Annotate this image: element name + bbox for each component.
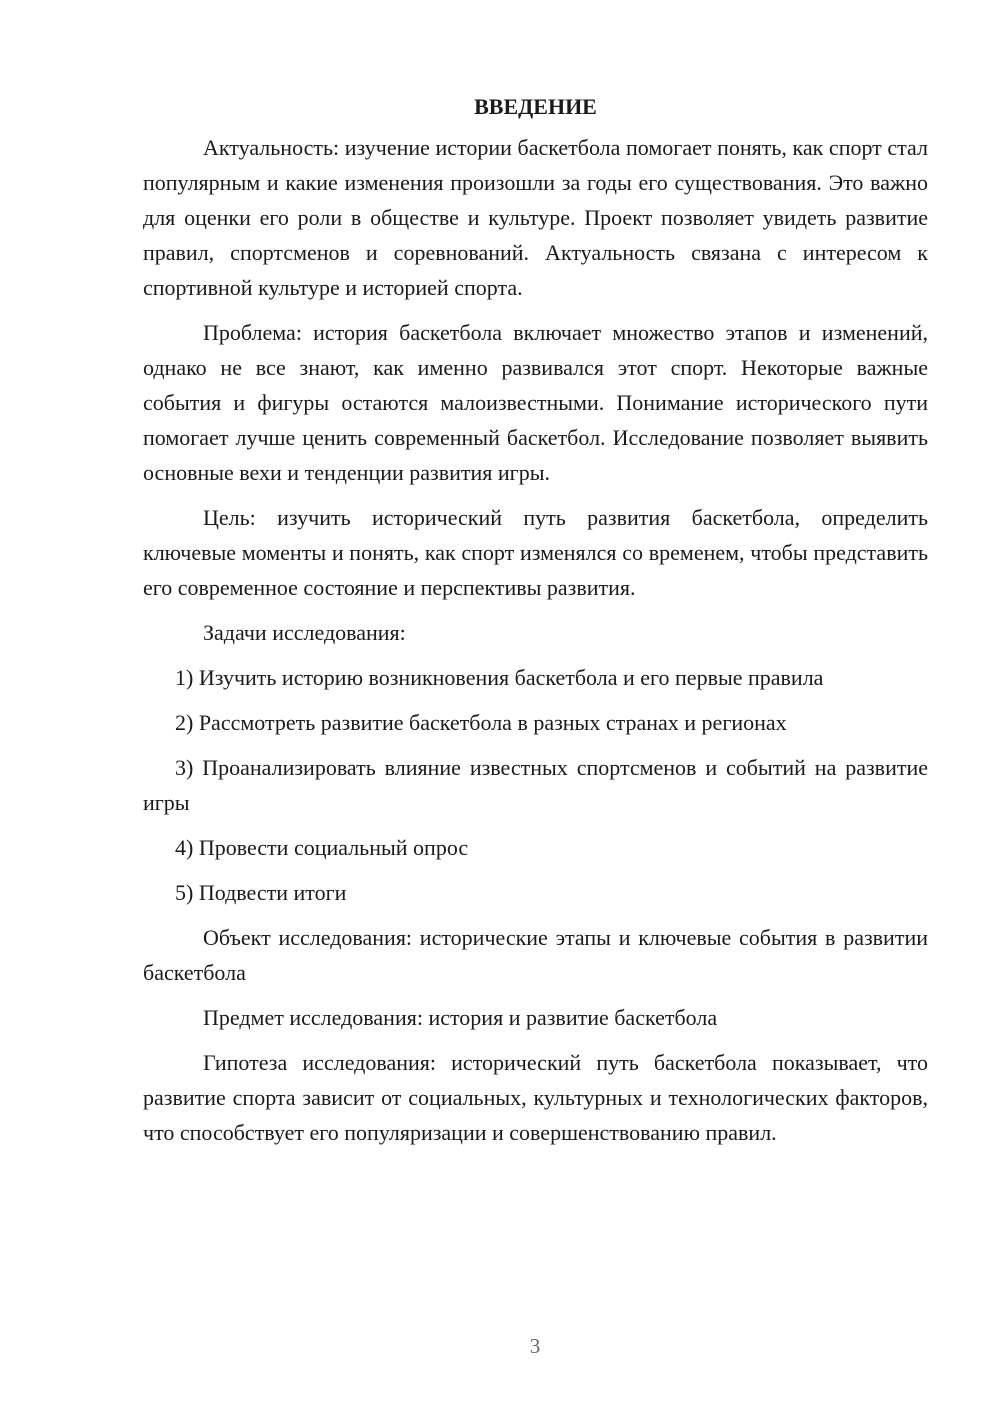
list-item: 5) Подвести итоги [175,880,347,905]
list-item: 1) Изучить историю возникновения баскетбола и его первые правила [175,665,824,690]
list-item: 4) Провести социальный опрос [175,835,469,860]
tasks-heading: Задачи исследования: [203,620,406,645]
paragraph-subject: Предмет исследования: история и развитие баскетбола [203,1005,718,1030]
page-number: 3 [529,1334,541,1358]
paragraph-hypothesis: Гипотеза исследования: исторический путь баскетбола показывает, что развитие спорта зависит от социальных, культурных и технологических факторов, что способствует его популяризации и совершенствованию правил. [143,1050,928,1145]
list-item: 3) Проанализировать влияние известных спортсменов и событий на развитие игры [143,755,928,815]
paragraph-relevance: Актуальность: изучение истории баскетбола помогает понять, как спорт стал популярным и какие изменения произошли за годы его существования. Это важно для оценки его роли в обществе и культуре. Проект позволяет увидеть развитие правил, спортсменов и соревнований. Актуальность связана с интересом к спортивной культуре и историей спорта. [143,135,928,300]
paragraph-problem: Проблема: история баскетбола включает множество этапов и изменений, однако не все знают, как именно развивался этот спорт. Некоторые важные события и фигуры остаются малоизвестными. Понимание исторического пути помогает лучше ценить современный баскетбол. Исследование позволяет выявить основные вехи и тенденции развития игры. [143,320,928,485]
document-page [143,92,928,1160]
page-title: ВВЕДЕНИЕ [474,94,597,119]
paragraph-goal: Цель: изучить исторический путь развития баскетбола, определить ключевые моменты и понять, как спорт изменялся со временем, чтобы представить его современное состояние и перспективы развития. [143,505,928,600]
paragraph-object: Объект исследования: исторические этапы и ключевые события в развитии баскетбола [143,925,928,985]
tasks-list [143,660,928,910]
list-item: 2) Рассмотреть развитие баскетбола в разных странах и регионах [175,710,787,735]
